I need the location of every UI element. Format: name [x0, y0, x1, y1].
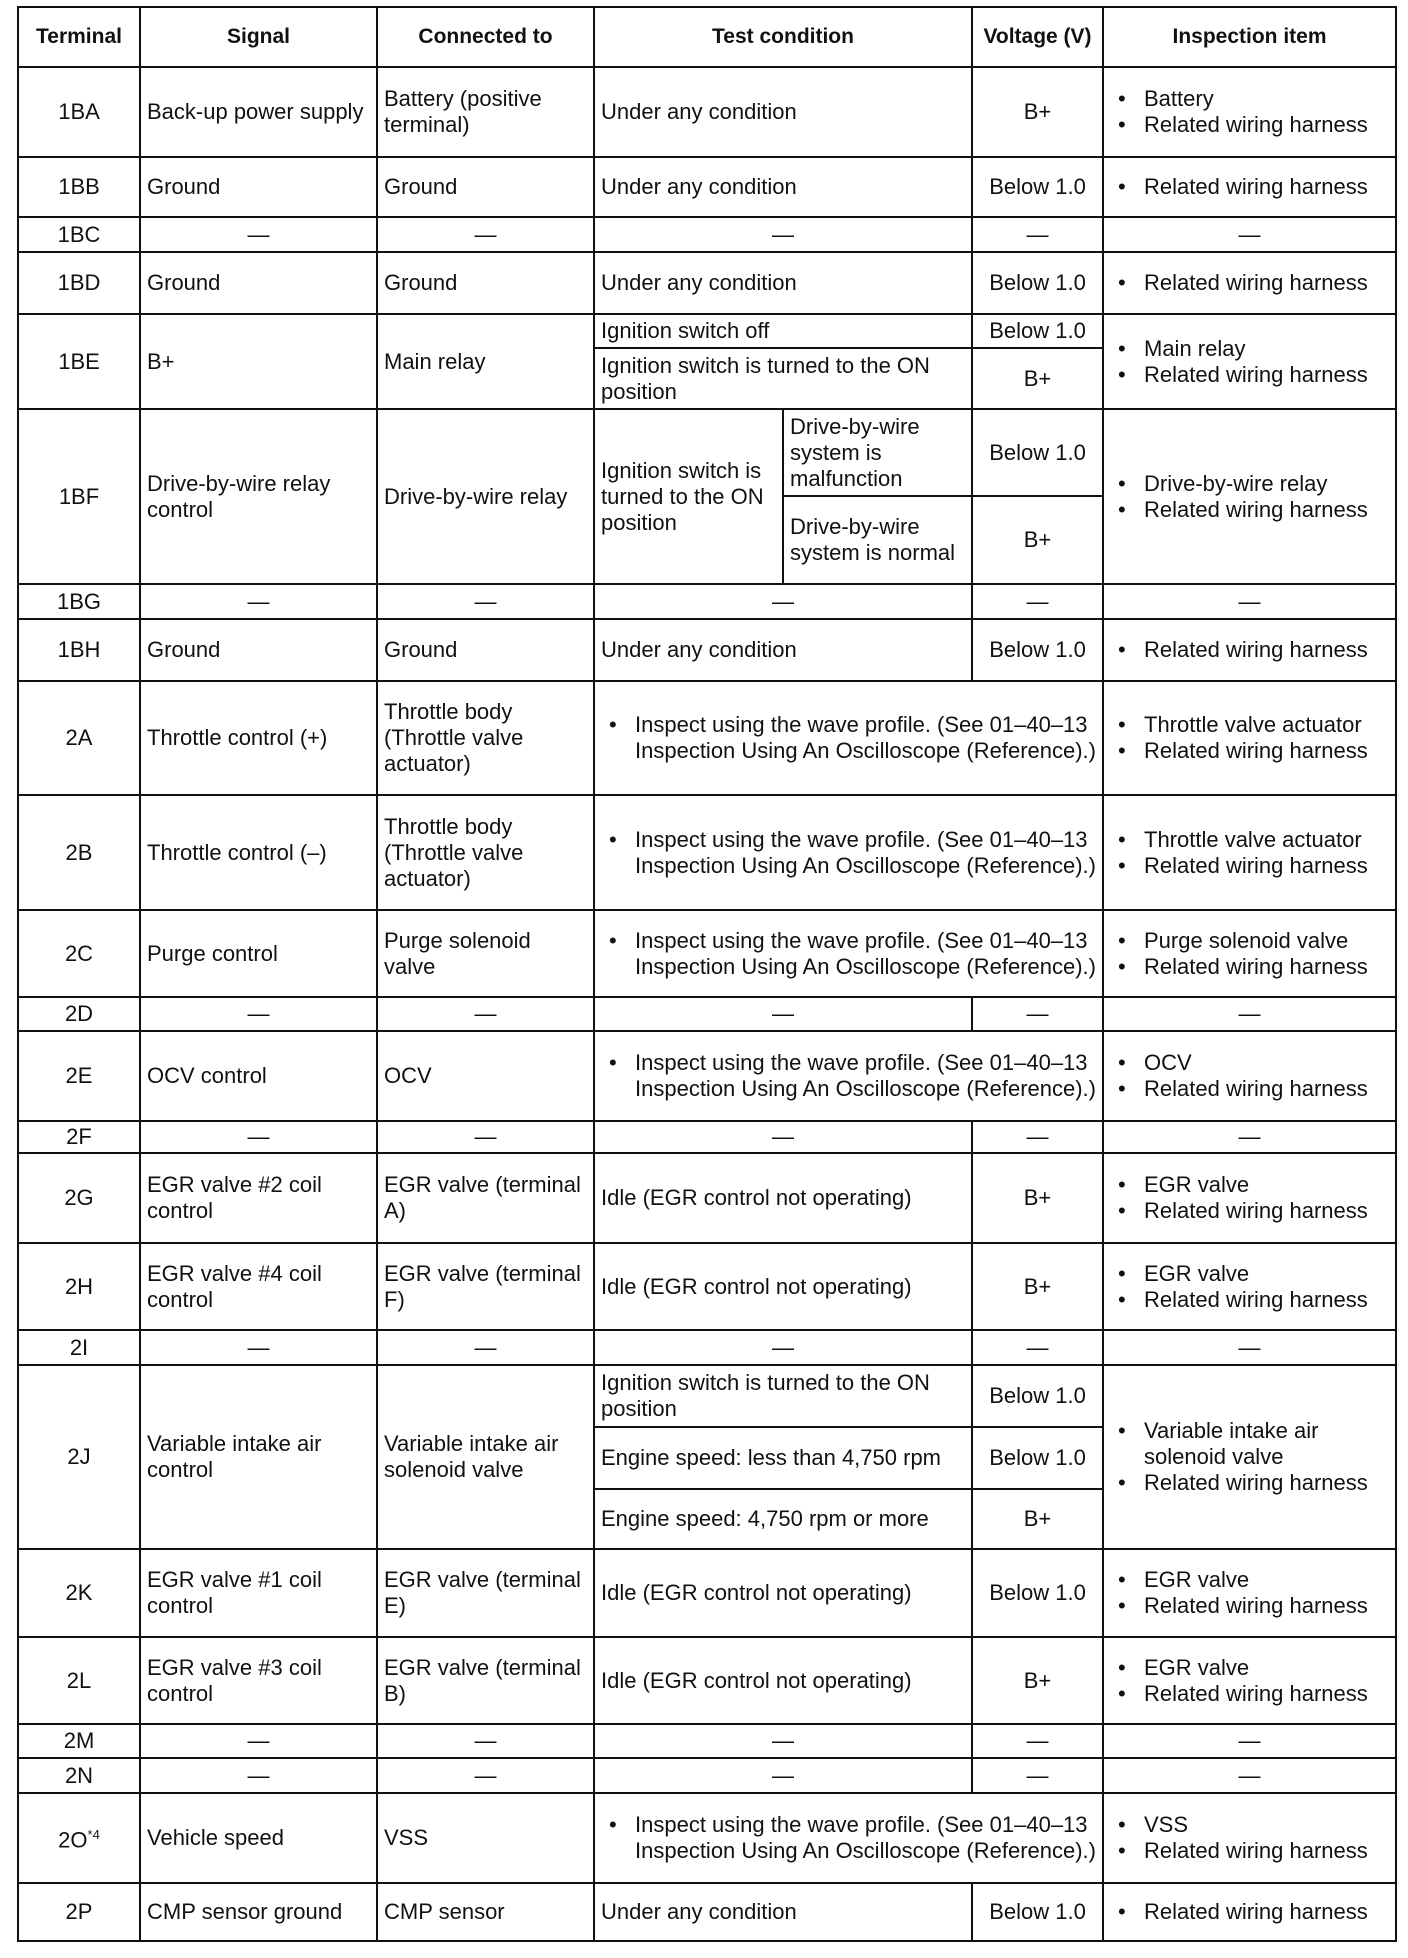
test-condition-cell — [594, 1793, 1103, 1883]
connected-to-cell: OCV — [377, 1031, 594, 1121]
voltage-cell: Below 1.0 — [972, 1365, 1103, 1427]
list-item: • Inspect using the wave profile. (See 01–40–13 Inspection Using An Oscilloscope (Reference).) — [635, 712, 1096, 764]
terminal-label: 1BG — [56, 588, 102, 614]
inspection-cell — [1103, 1793, 1396, 1883]
header-terminal: Terminal — [18, 7, 140, 67]
signal-cell: Throttle control (+) — [140, 681, 377, 795]
signal-cell: Ground — [140, 619, 377, 681]
inspection-cell: — — [1103, 217, 1396, 252]
terminal-cell — [18, 1549, 140, 1637]
table-row — [18, 910, 1396, 997]
test-condition-cell: Under any condition — [594, 1883, 972, 1941]
connected-to-cell: — — [377, 1121, 594, 1153]
bullet-list — [1110, 471, 1389, 523]
terminal-cell — [18, 1883, 140, 1941]
list-item: • Throttle valve actuator — [1144, 827, 1389, 853]
bullet-list — [1110, 174, 1389, 200]
inspection-cell — [1103, 409, 1396, 584]
connected-to-cell: Ground — [377, 619, 594, 681]
voltage-cell: — — [972, 1121, 1103, 1153]
connected-to-cell: Throttle body (Throttle valve actuator) — [377, 795, 594, 910]
table-row — [18, 1153, 1396, 1243]
table-row — [18, 217, 1396, 252]
inspection-cell — [1103, 314, 1396, 409]
inspection-cell — [1103, 252, 1396, 314]
signal-cell: Ground — [140, 252, 377, 314]
table-row — [18, 1121, 1396, 1153]
inspection-cell — [1103, 681, 1396, 795]
table-row — [18, 1883, 1396, 1941]
list-item: • Inspect using the wave profile. (See 01–40–13 Inspection Using An Oscilloscope (Reference).) — [635, 827, 1096, 879]
list-item: • Main relay — [1144, 336, 1389, 362]
list-item: • Variable intake air solenoid valve — [1144, 1418, 1389, 1470]
terminal-cell — [18, 1365, 140, 1549]
terminal-cell — [18, 1121, 140, 1153]
signal-cell: EGR valve #4 coil control — [140, 1243, 377, 1330]
voltage-cell: — — [972, 1724, 1103, 1758]
list-item: • EGR valve — [1144, 1172, 1389, 1198]
terminal-label: 1BB — [58, 174, 100, 199]
list-item: • Related wiring harness — [1144, 738, 1389, 764]
table-row — [18, 409, 1396, 496]
bullet-list — [1110, 336, 1389, 388]
list-item: • Related wiring harness — [1144, 637, 1389, 663]
terminal-label: 2F — [66, 1124, 92, 1149]
header-signal: Signal — [140, 7, 377, 67]
voltage-cell: B+ — [972, 1489, 1103, 1549]
connected-to-cell: — — [377, 1330, 594, 1365]
voltage-cell: B+ — [972, 348, 1103, 409]
bullet-list — [1110, 637, 1389, 663]
terminal-cell — [18, 1243, 140, 1330]
signal-cell: B+ — [140, 314, 377, 409]
connected-to-cell: — — [377, 217, 594, 252]
list-item: • Drive-by-wire relay — [1144, 471, 1389, 497]
terminal-cell — [18, 1793, 140, 1883]
voltage-cell: Below 1.0 — [972, 1549, 1103, 1637]
terminal-note: *4 — [87, 1827, 100, 1843]
signal-cell: Purge control — [140, 910, 377, 997]
bullet-list — [601, 1812, 1096, 1864]
terminal-label: 2I — [69, 1334, 89, 1360]
voltage-cell: Below 1.0 — [972, 1883, 1103, 1941]
signal-cell: OCV control — [140, 1031, 377, 1121]
connected-to-cell: — — [377, 1758, 594, 1793]
bullet-list — [1110, 712, 1389, 764]
voltage-cell: — — [972, 997, 1103, 1031]
connected-to-cell: Throttle body (Throttle valve actuator) — [377, 681, 594, 795]
list-item: • Related wiring harness — [1144, 1838, 1389, 1864]
list-item: • Related wiring harness — [1144, 497, 1389, 523]
bullet-list — [601, 1050, 1096, 1102]
test-condition-cell: — — [594, 217, 972, 252]
table-row — [18, 1758, 1396, 1793]
signal-cell: Ground — [140, 157, 377, 217]
inspection-cell: — — [1103, 1330, 1396, 1365]
terminal-cell — [18, 157, 140, 217]
terminal-label: 1BH — [57, 637, 101, 662]
table-row — [18, 1031, 1396, 1121]
terminal-voltage-table — [17, 6, 1397, 1942]
terminal-cell — [18, 1758, 140, 1793]
voltage-cell: Below 1.0 — [972, 409, 1103, 496]
terminal-label: 2N — [64, 1762, 94, 1788]
inspection-cell: — — [1103, 997, 1396, 1031]
test-condition-cell: Ignition switch off — [594, 314, 972, 348]
table-row — [18, 1365, 1396, 1427]
terminal-cell — [18, 217, 140, 252]
voltage-cell: B+ — [972, 67, 1103, 157]
inspection-cell — [1103, 157, 1396, 217]
header-voltage: Voltage (V) — [972, 7, 1103, 67]
test-condition-cell: Ignition switch is turned to the ON position — [594, 1365, 972, 1427]
list-item: • Inspect using the wave profile. (See 01–40–13 Inspection Using An Oscilloscope (Reference).) — [635, 1812, 1096, 1864]
bullet-list — [1110, 1418, 1389, 1496]
voltage-cell: — — [972, 217, 1103, 252]
test-condition-cell: Drive-by-wire system is malfunction — [783, 409, 972, 496]
voltage-cell: — — [972, 1330, 1103, 1365]
test-condition-cell: — — [594, 1724, 972, 1758]
table-row — [18, 1637, 1396, 1724]
signal-cell: EGR valve #1 coil control — [140, 1549, 377, 1637]
terminal-label: 2O — [58, 1827, 88, 1853]
bullet-list — [601, 712, 1096, 764]
bullet-list — [1110, 1050, 1389, 1102]
bullet-list — [1110, 270, 1389, 296]
list-item: • Related wiring harness — [1144, 112, 1389, 138]
list-item: • Related wiring harness — [1144, 853, 1389, 879]
bullet-list — [1110, 1655, 1389, 1707]
table-row — [18, 681, 1396, 795]
inspection-cell — [1103, 1549, 1396, 1637]
list-item: • EGR valve — [1144, 1567, 1389, 1593]
connected-to-cell: Ground — [377, 157, 594, 217]
terminal-cell — [18, 997, 140, 1031]
signal-cell: — — [140, 997, 377, 1031]
list-item: • EGR valve — [1144, 1261, 1389, 1287]
list-item: • Related wiring harness — [1144, 174, 1389, 200]
terminal-cell — [18, 1637, 140, 1724]
test-condition-cell: Idle (EGR control not operating) — [594, 1243, 972, 1330]
list-item: • Related wiring harness — [1144, 954, 1389, 980]
terminal-cell — [18, 681, 140, 795]
table-row — [18, 252, 1396, 314]
test-condition-cell: Under any condition — [594, 252, 972, 314]
test-condition-cell: — — [594, 584, 972, 619]
bullet-list — [1110, 1261, 1389, 1313]
table-row — [18, 1330, 1396, 1365]
voltage-cell: B+ — [972, 1153, 1103, 1243]
signal-cell: Variable intake air control — [140, 1365, 377, 1549]
bullet-list — [1110, 1172, 1389, 1224]
table-row — [18, 1549, 1396, 1637]
list-item: • Related wiring harness — [1144, 1287, 1389, 1313]
connected-to-cell: Ground — [377, 252, 594, 314]
connected-to-cell: Main relay — [377, 314, 594, 409]
table-row — [18, 157, 1396, 217]
terminal-label: 2D — [64, 1001, 94, 1026]
terminal-label: 2C — [64, 940, 94, 966]
signal-cell: Throttle control (–) — [140, 795, 377, 910]
connected-to-cell: CMP sensor — [377, 1883, 594, 1941]
test-condition-cell: Drive-by-wire system is normal — [783, 496, 972, 584]
connected-to-cell: VSS — [377, 1793, 594, 1883]
bullet-list — [1110, 86, 1389, 138]
signal-cell: Back-up power supply — [140, 67, 377, 157]
list-item: • Related wiring harness — [1144, 1076, 1389, 1102]
signal-cell: — — [140, 1330, 377, 1365]
test-condition-cell: Idle (EGR control not operating) — [594, 1153, 972, 1243]
signal-cell: EGR valve #3 coil control — [140, 1637, 377, 1724]
inspection-cell — [1103, 1031, 1396, 1121]
voltage-cell: Below 1.0 — [972, 157, 1103, 217]
terminal-label: 2P — [65, 1899, 93, 1924]
terminal-cell — [18, 67, 140, 157]
terminal-cell — [18, 910, 140, 997]
test-condition-cell — [594, 1031, 1103, 1121]
connected-to-cell: Variable intake air solenoid valve — [377, 1365, 594, 1549]
terminal-label: 1BE — [58, 348, 100, 374]
voltage-cell: Below 1.0 — [972, 619, 1103, 681]
bullet-list — [1110, 1899, 1389, 1925]
connected-to-cell: — — [377, 997, 594, 1031]
test-condition-cell: Ignition switch is turned to the ON position — [594, 348, 972, 409]
inspection-cell — [1103, 1153, 1396, 1243]
inspection-cell: — — [1103, 1724, 1396, 1758]
table-row — [18, 1243, 1396, 1330]
test-condition-cell: — — [594, 1758, 972, 1793]
voltage-cell: Below 1.0 — [972, 314, 1103, 348]
list-item: • Inspect using the wave profile. (See 01–40–13 Inspection Using An Oscilloscope (Reference).) — [635, 1050, 1096, 1102]
table-row — [18, 619, 1396, 681]
voltage-cell: Below 1.0 — [972, 1427, 1103, 1489]
signal-cell: CMP sensor ground — [140, 1883, 377, 1941]
inspection-cell — [1103, 67, 1396, 157]
terminal-cell — [18, 252, 140, 314]
test-condition-cell: Under any condition — [594, 619, 972, 681]
connected-to-cell: EGR valve (terminal A) — [377, 1153, 594, 1243]
test-condition-cell: Engine speed: less than 4,750 rpm — [594, 1427, 972, 1489]
inspection-cell — [1103, 1637, 1396, 1724]
test-condition-cell: — — [594, 1330, 972, 1365]
test-condition-cell: — — [594, 1121, 972, 1153]
connected-to-cell: Purge solenoid valve — [377, 910, 594, 997]
voltage-cell: B+ — [972, 1243, 1103, 1330]
bullet-list — [1110, 1567, 1389, 1619]
voltage-cell: — — [972, 584, 1103, 619]
list-item: • Battery — [1144, 86, 1389, 112]
terminal-label: 1BD — [57, 270, 101, 295]
inspection-cell — [1103, 619, 1396, 681]
list-item: • Related wiring harness — [1144, 1593, 1389, 1619]
table-row — [18, 1793, 1396, 1883]
terminal-label: 2H — [64, 1273, 94, 1299]
voltage-cell: B+ — [972, 1637, 1103, 1724]
bullet-list — [1110, 928, 1389, 980]
terminal-cell — [18, 1153, 140, 1243]
signal-cell: — — [140, 584, 377, 619]
terminal-label: 1BF — [58, 483, 100, 509]
connected-to-cell: — — [377, 1724, 594, 1758]
terminal-label: 1BC — [57, 221, 101, 247]
terminal-label: 2L — [66, 1667, 92, 1693]
header-test-condition: Test condition — [594, 7, 972, 67]
inspection-cell: — — [1103, 584, 1396, 619]
connected-to-cell: Battery (positive terminal) — [377, 67, 594, 157]
terminal-cell — [18, 619, 140, 681]
connected-to-cell: Drive-by-wire relay — [377, 409, 594, 584]
list-item: • Related wiring harness — [1144, 1198, 1389, 1224]
signal-cell: Drive-by-wire relay control — [140, 409, 377, 584]
table-row — [18, 1724, 1396, 1758]
header-connected-to: Connected to — [377, 7, 594, 67]
table-row — [18, 314, 1396, 348]
list-item: • Related wiring harness — [1144, 362, 1389, 388]
inspection-cell — [1103, 1365, 1396, 1549]
voltage-cell: — — [972, 1758, 1103, 1793]
list-item: • Inspect using the wave profile. (See 01–40–13 Inspection Using An Oscilloscope (Reference).) — [635, 928, 1096, 980]
terminal-cell — [18, 1330, 140, 1365]
bullet-list — [1110, 1812, 1389, 1864]
test-condition-cell: Idle (EGR control not operating) — [594, 1637, 972, 1724]
list-item: • Related wiring harness — [1144, 1681, 1389, 1707]
inspection-cell — [1103, 1243, 1396, 1330]
connected-to-cell: — — [377, 584, 594, 619]
signal-cell: — — [140, 1758, 377, 1793]
terminal-cell — [18, 1724, 140, 1758]
list-item: • VSS — [1144, 1812, 1389, 1838]
table-row — [18, 67, 1396, 157]
terminal-label: 2M — [63, 1728, 95, 1753]
terminal-label: 2B — [65, 839, 93, 865]
terminal-label: 2A — [65, 725, 93, 750]
connected-to-cell: EGR valve (terminal E) — [377, 1549, 594, 1637]
signal-cell: EGR valve #2 coil control — [140, 1153, 377, 1243]
signal-cell: — — [140, 1724, 377, 1758]
inspection-cell — [1103, 910, 1396, 997]
test-condition-cell: Under any condition — [594, 157, 972, 217]
terminal-cell — [18, 314, 140, 409]
terminal-cell — [18, 795, 140, 910]
voltage-cell: Below 1.0 — [972, 252, 1103, 314]
inspection-cell: — — [1103, 1758, 1396, 1793]
list-item: • Related wiring harness — [1144, 1470, 1389, 1496]
bullet-list — [601, 827, 1096, 879]
signal-cell: — — [140, 217, 377, 252]
test-condition-cell — [594, 795, 1103, 910]
terminal-cell — [18, 409, 140, 584]
bullet-list — [601, 928, 1096, 980]
inspection-cell — [1103, 795, 1396, 910]
terminal-label: 1BA — [58, 99, 100, 124]
inspection-cell — [1103, 1883, 1396, 1941]
test-condition-cell — [594, 681, 1103, 795]
inspection-cell: — — [1103, 1121, 1396, 1153]
terminal-cell — [18, 584, 140, 619]
table-row — [18, 997, 1396, 1031]
terminal-label: 2E — [65, 1063, 93, 1088]
header-inspection-item: Inspection item — [1103, 7, 1396, 67]
list-item: • Throttle valve actuator — [1144, 712, 1389, 738]
list-item: • Purge solenoid valve — [1144, 928, 1389, 954]
table-row — [18, 584, 1396, 619]
list-item: • OCV — [1144, 1050, 1389, 1076]
terminal-cell — [18, 1031, 140, 1121]
signal-cell: — — [140, 1121, 377, 1153]
voltage-cell: B+ — [972, 496, 1103, 584]
signal-cell: Vehicle speed — [140, 1793, 377, 1883]
connected-to-cell: EGR valve (terminal F) — [377, 1243, 594, 1330]
test-condition-cell: Under any condition — [594, 67, 972, 157]
test-condition-cell: Engine speed: 4,750 rpm or more — [594, 1489, 972, 1549]
list-item: • Related wiring harness — [1144, 1899, 1389, 1925]
list-item: • Related wiring harness — [1144, 270, 1389, 296]
test-condition-group-cell: Ignition switch is turned to the ON position — [594, 409, 783, 584]
test-condition-cell: Idle (EGR control not operating) — [594, 1549, 972, 1637]
terminal-label: 2J — [67, 1444, 91, 1469]
terminal-label: 2K — [65, 1580, 93, 1605]
bullet-list — [1110, 827, 1389, 879]
terminal-label: 2G — [64, 1185, 94, 1210]
test-condition-cell — [594, 910, 1103, 997]
connected-to-cell: EGR valve (terminal B) — [377, 1637, 594, 1724]
list-item: • EGR valve — [1144, 1655, 1389, 1681]
table-row — [18, 795, 1396, 910]
test-condition-cell: — — [594, 997, 972, 1031]
header-row — [18, 7, 1396, 67]
